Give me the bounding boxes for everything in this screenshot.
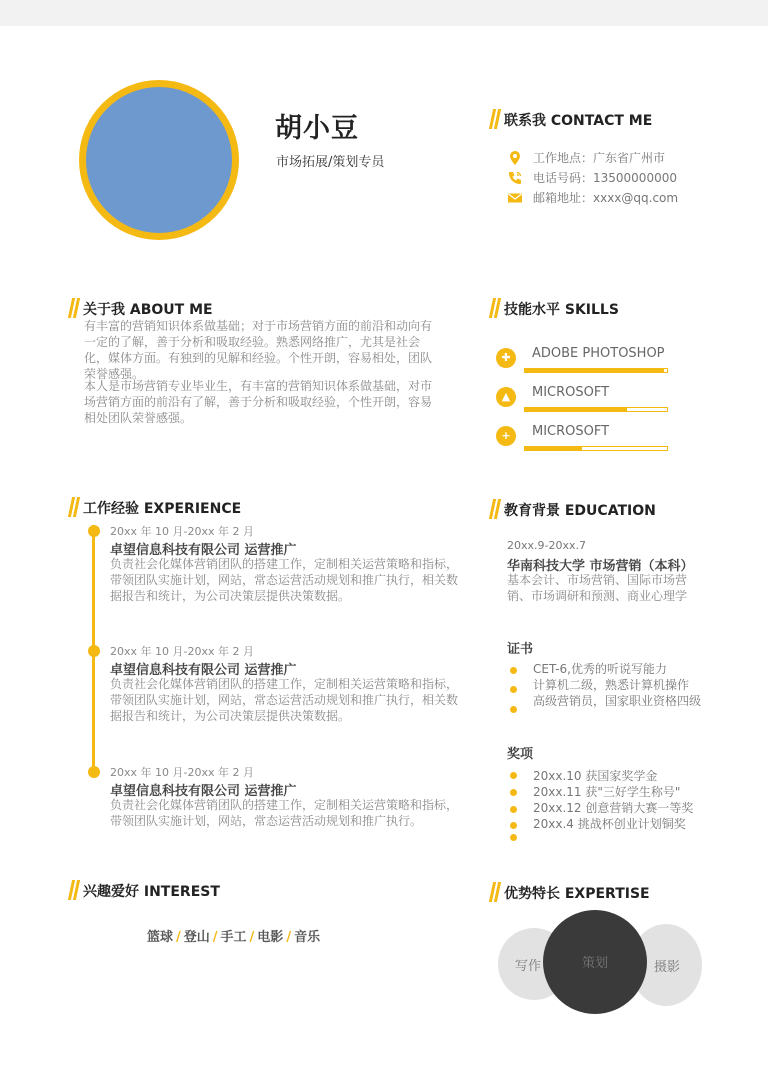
triangle-icon: ▲ <box>496 387 516 407</box>
contact-phone <box>507 169 677 186</box>
hobby-separator: / <box>249 930 255 945</box>
top-bar <box>0 0 768 26</box>
bullet-dot <box>510 686 517 693</box>
award-item: 20xx.11 获"三好学生称号" <box>533 785 681 799</box>
skill-bar-fill <box>525 408 627 411</box>
contact-location-text: 工作地点：广东省广州市 <box>533 151 666 165</box>
hobby-item: 音乐 <box>294 930 321 945</box>
certificate-item: 高级营销员，国家职业资格四级 <box>533 694 702 708</box>
contact-location <box>507 149 665 166</box>
job-date: 20xx 年 10 月-20xx 年 2 月 <box>110 766 254 779</box>
contact-heading <box>490 109 652 130</box>
expertise-label: 写作 <box>515 958 542 974</box>
section-bars-icon <box>490 109 500 129</box>
certificate-item: 计算机二级，熟悉计算机操作 <box>533 678 690 692</box>
skill-label: ADOBE PHOTOSHOP <box>532 346 665 361</box>
interest-heading-text: 兴趣爱好 INTEREST <box>83 884 220 900</box>
section-bars-icon <box>69 298 79 318</box>
section-bars-icon <box>69 497 79 517</box>
timeline-dot <box>88 525 100 537</box>
award-item: 20xx.4 挑战杯创业计划铜奖 <box>533 817 686 831</box>
skill-item <box>496 424 671 454</box>
expertise-label: 策划 <box>581 956 608 971</box>
hobby-item: 篮球 <box>147 930 174 945</box>
bullet-dot <box>510 772 517 779</box>
award-item: 20xx.12 创意营销大赛一等奖 <box>533 801 694 815</box>
job-description: 负责社会化媒体营销团队的搭建工作，定制相关运营策略和指标，带领团队实施计划，网站，常态运营活动规划和推广执行。 <box>110 798 459 828</box>
expertise-label: 摄影 <box>653 959 680 975</box>
bullet-dot <box>510 834 517 841</box>
skill-bar <box>524 407 668 412</box>
skill-label: MICROSOFT <box>532 424 610 439</box>
job-description: 负责社会化媒体营销团队的搭建工作，定制相关运营策略和指标，带领团队实施计划，网站，常态运营活动规划和推广执行，相关数据报告和统计，为公司决策层提供决策数据。 <box>110 677 459 723</box>
experience-heading-text: 工作经验 EXPERIENCE <box>83 501 242 517</box>
education-description: 基本会计、市场营销、国际市场营销、市场调研和预测、商业心理学 <box>507 573 688 603</box>
education-date: 20xx.9-20xx.7 <box>507 539 586 552</box>
location-pin-icon <box>507 150 523 166</box>
skill-bar <box>524 446 668 451</box>
skills-heading-text: 技能水平 SKILLS <box>504 302 619 318</box>
skill-label: MICROSOFT <box>532 385 610 400</box>
section-bars-icon <box>490 499 500 519</box>
section-bars-icon <box>490 882 500 902</box>
section-bars-icon <box>490 298 500 318</box>
job-title: 卓望信息科技有限公司 运营推广 <box>110 543 297 558</box>
section-bars-icon <box>69 880 79 900</box>
expertise-circle-planning <box>543 910 647 1014</box>
plus-icon: + <box>496 426 516 446</box>
hobby-separator: / <box>212 930 218 945</box>
hobby-item: 电影 <box>257 930 284 945</box>
job-title: 卓望信息科技有限公司 运营推广 <box>110 784 297 799</box>
contact-email-text: 邮箱地址：xxxx@qq.com <box>533 191 679 205</box>
experience-heading <box>69 497 241 518</box>
hobby-separator: / <box>286 930 292 945</box>
contact-heading-text: 联系我 CONTACT ME <box>504 113 653 129</box>
expertise-heading-text: 优势特长 EXPERTISE <box>504 886 650 902</box>
award-item: 20xx.10 获国家奖学金 <box>533 769 658 783</box>
job-date: 20xx 年 10 月-20xx 年 2 月 <box>110 525 254 538</box>
about-heading-text: 关于我 ABOUT ME <box>83 302 213 318</box>
bullet-dot <box>510 667 517 674</box>
phone-icon <box>507 170 523 186</box>
contact-phone-text: 电话号码：13500000000 <box>533 171 677 185</box>
about-paragraph-2: 本人是市场营销专业毕业生，有丰富的营销知识体系做基础，对市场营销方面的前沿有了解，善于分析和吸取经验，个性开朗，容易相处团队荣誉感强。 <box>84 379 433 425</box>
skill-item <box>496 385 671 415</box>
skill-bar-fill <box>525 447 582 450</box>
skill-bar-fill <box>525 369 664 372</box>
hobby-item: 手工 <box>220 930 247 945</box>
bullet-dot <box>510 789 517 796</box>
expertise-heading <box>490 882 650 903</box>
about-paragraph-1: 有丰富的营销知识体系做基础；对于市场营销方面的前沿和动向有一定的了解，善于分析和吸取经验。熟悉网络推广，尤其是社会化，媒体方面。有独到的见解和经验。个性开朗，容易相处，团队荣誉感强。 <box>84 319 433 381</box>
job-description: 负责社会化媒体营销团队的搭建工作，定制相关运营策略和指标，带领团队实施计划，网站，常态运营活动规划和推广执行，相关数据报告和统计，为公司决策层提供决策数据。 <box>110 557 459 603</box>
awards-heading: 奖项 <box>507 747 534 762</box>
avatar <box>79 80 239 240</box>
contact-email <box>507 189 678 206</box>
timeline-dot <box>88 645 100 657</box>
job-title: 卓望信息科技有限公司 运营推广 <box>110 663 297 678</box>
certificates-heading: 证书 <box>507 642 534 657</box>
bullet-dot <box>510 706 517 713</box>
education-heading <box>490 499 656 520</box>
hobby-item: 登山 <box>183 930 210 945</box>
profile-title: 市场拓展/策划专员 <box>276 155 385 170</box>
skills-heading <box>490 298 619 319</box>
expertise-venn <box>495 908 705 1018</box>
job-date: 20xx 年 10 月-20xx 年 2 月 <box>110 645 254 658</box>
skill-item <box>496 346 671 376</box>
hobby-separator: / <box>176 930 181 945</box>
bullet-dot <box>510 806 517 813</box>
certificate-item: CET-6,优秀的听说写能力 <box>533 662 667 676</box>
mail-icon <box>507 190 523 206</box>
plus-cross-icon: ✚ <box>496 348 516 368</box>
hobbies-list <box>147 926 320 945</box>
education-school: 华南科技大学 市场营销（本科） <box>507 559 694 574</box>
skill-bar <box>524 368 668 373</box>
interest-heading <box>69 880 220 901</box>
timeline-dot <box>88 766 100 778</box>
bullet-dot <box>510 822 517 829</box>
profile-name: 胡小豆 <box>275 113 359 144</box>
education-heading-text: 教育背景 EDUCATION <box>504 503 656 519</box>
about-heading <box>69 298 213 319</box>
